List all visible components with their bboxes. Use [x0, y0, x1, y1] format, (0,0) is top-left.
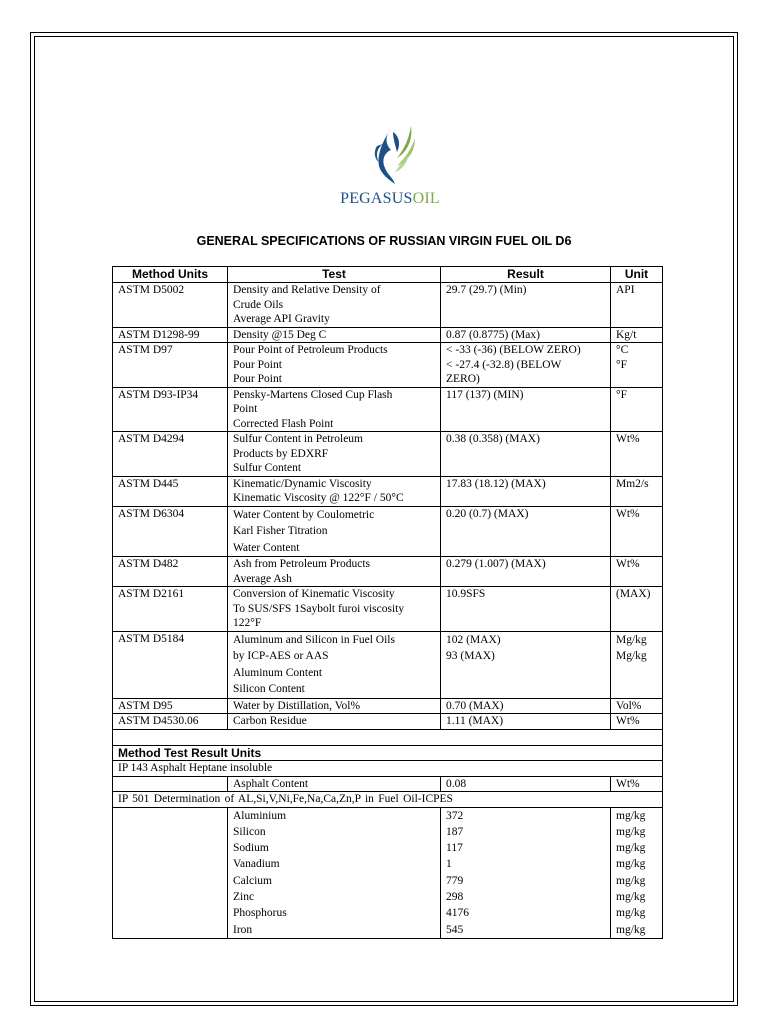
test-cell: Density and Relative Density of Crude Oils Average API Gravity — [228, 283, 441, 328]
column-header: Unit — [611, 267, 663, 283]
table-row — [113, 714, 663, 730]
test-cell: Kinematic/Dynamic Viscosity Kinematic Viscosity @ 122°F / 50°C — [228, 476, 441, 506]
unit-cell: Mm2/s — [611, 476, 663, 506]
subsection-row — [113, 761, 663, 777]
test-cell: Density @15 Deg C — [228, 327, 441, 343]
table-row — [113, 387, 663, 432]
test-cell: Pour Point of Petroleum Products Pour Point Pour Point — [228, 343, 441, 388]
test-cell: Asphalt Content — [228, 776, 441, 792]
brand-name: PEGASUSOIL — [340, 190, 440, 207]
specifications-table — [112, 266, 663, 939]
unit-cell: Wt% — [611, 506, 663, 557]
method-cell: ASTM D482 — [113, 557, 228, 587]
table-row — [113, 506, 663, 557]
table-row — [113, 807, 663, 938]
method-cell: ASTM D93-IP34 — [113, 387, 228, 432]
test-cell: Water Content by Coulometric Karl Fisher Titration Water Content — [228, 506, 441, 557]
unit-cell: (MAX) — [611, 587, 663, 632]
table-row — [113, 631, 663, 698]
unit-cell: mg/kg mg/kg mg/kg mg/kg mg/kg mg/kg mg/kg mg/kg — [611, 807, 663, 938]
table-row — [113, 432, 663, 477]
method-cell: ASTM D2161 — [113, 587, 228, 632]
table-row — [113, 327, 663, 343]
test-cell: Sulfur Content in Petroleum Products by EDXRF Sulfur Content — [228, 432, 441, 477]
result-cell: 10.9SFS — [441, 587, 611, 632]
unit-cell: Kg/t — [611, 327, 663, 343]
spacer-row — [113, 729, 663, 745]
result-cell: < -33 (-36) (BELOW ZERO) < -27.4 (-32.8) (BELOW ZERO) — [441, 343, 611, 388]
unit-cell: °C °F — [611, 343, 663, 388]
method-cell — [113, 807, 228, 938]
document-title: GENERAL SPECIFICATIONS OF RUSSIAN VIRGIN FUEL OIL D6 — [196, 234, 572, 248]
table-row — [113, 698, 663, 714]
column-header: Method Units — [113, 267, 228, 283]
result-cell: 0.87 (0.8775) (Max) — [441, 327, 611, 343]
result-cell: 29.7 (29.7) (Min) — [441, 283, 611, 328]
test-cell: Pensky-Martens Closed Cup Flash Point Corrected Flash Point — [228, 387, 441, 432]
subsection-label: IP 143 Asphalt Heptane insoluble — [113, 761, 663, 777]
method-cell: ASTM D5002 — [113, 283, 228, 328]
unit-cell: Wt% — [611, 432, 663, 477]
result-cell: 0.279 (1.007) (MAX) — [441, 557, 611, 587]
method-cell: ASTM D4530.06 — [113, 714, 228, 730]
column-header: Result — [441, 267, 611, 283]
result-cell: 0.38 (0.358) (MAX) — [441, 432, 611, 477]
result-cell: 0.20 (0.7) (MAX) — [441, 506, 611, 557]
result-cell: 1.11 (MAX) — [441, 714, 611, 730]
test-cell: Aluminum and Silicon in Fuel Oils by ICP-AES or AAS Aluminum Content Silicon Content — [228, 631, 441, 698]
result-cell: 0.08 — [441, 776, 611, 792]
table-header-row — [113, 267, 663, 283]
unit-cell: API — [611, 283, 663, 328]
table-row — [113, 587, 663, 632]
unit-cell: Vol% — [611, 698, 663, 714]
method-cell: ASTM D6304 — [113, 506, 228, 557]
column-header: Test — [228, 267, 441, 283]
table-row — [113, 283, 663, 328]
method-cell: ASTM D95 — [113, 698, 228, 714]
table-row — [113, 476, 663, 506]
method-cell: ASTM D4294 — [113, 432, 228, 477]
result-cell: 372 187 117 1 779 298 4176 545 — [441, 807, 611, 938]
method-cell: ASTM D1298-99 — [113, 327, 228, 343]
section-heading-row — [113, 745, 663, 761]
section-heading: Method Test Result Units — [113, 745, 663, 761]
result-cell: 0.70 (MAX) — [441, 698, 611, 714]
result-cell: 17.83 (18.12) (MAX) — [441, 476, 611, 506]
method-cell: ASTM D5184 — [113, 631, 228, 698]
table-row — [113, 557, 663, 587]
result-cell: 117 (137) (MIN) — [441, 387, 611, 432]
unit-cell: Mg/kg Mg/kg — [611, 631, 663, 698]
pegasus-emblem-icon — [355, 122, 425, 190]
subsection-label: IP 501 Determination of AL,Si,V,Ni,Fe,Na,Ca,Zn,P in Fuel Oil-ICPES — [113, 792, 663, 808]
table-row — [113, 776, 663, 792]
subsection-row — [113, 792, 663, 808]
test-cell: Ash from Petroleum Products Average Ash — [228, 557, 441, 587]
method-cell: ASTM D445 — [113, 476, 228, 506]
test-cell: Conversion of Kinematic Viscosity To SUS/SFS 1Saybolt furoi viscosity 122°F — [228, 587, 441, 632]
unit-cell: Wt% — [611, 714, 663, 730]
table-row — [113, 343, 663, 388]
test-cell: Carbon Residue — [228, 714, 441, 730]
unit-cell: °F — [611, 387, 663, 432]
unit-cell: Wt% — [611, 776, 663, 792]
company-logo — [340, 122, 440, 212]
test-cell: Water by Distillation, Vol% — [228, 698, 441, 714]
test-cell: Aluminium Silicon Sodium Vanadium Calcium Zinc Phosphorus Iron — [228, 807, 441, 938]
method-cell: ASTM D97 — [113, 343, 228, 388]
result-cell: 102 (MAX) 93 (MAX) — [441, 631, 611, 698]
unit-cell: Wt% — [611, 557, 663, 587]
method-cell — [113, 776, 228, 792]
